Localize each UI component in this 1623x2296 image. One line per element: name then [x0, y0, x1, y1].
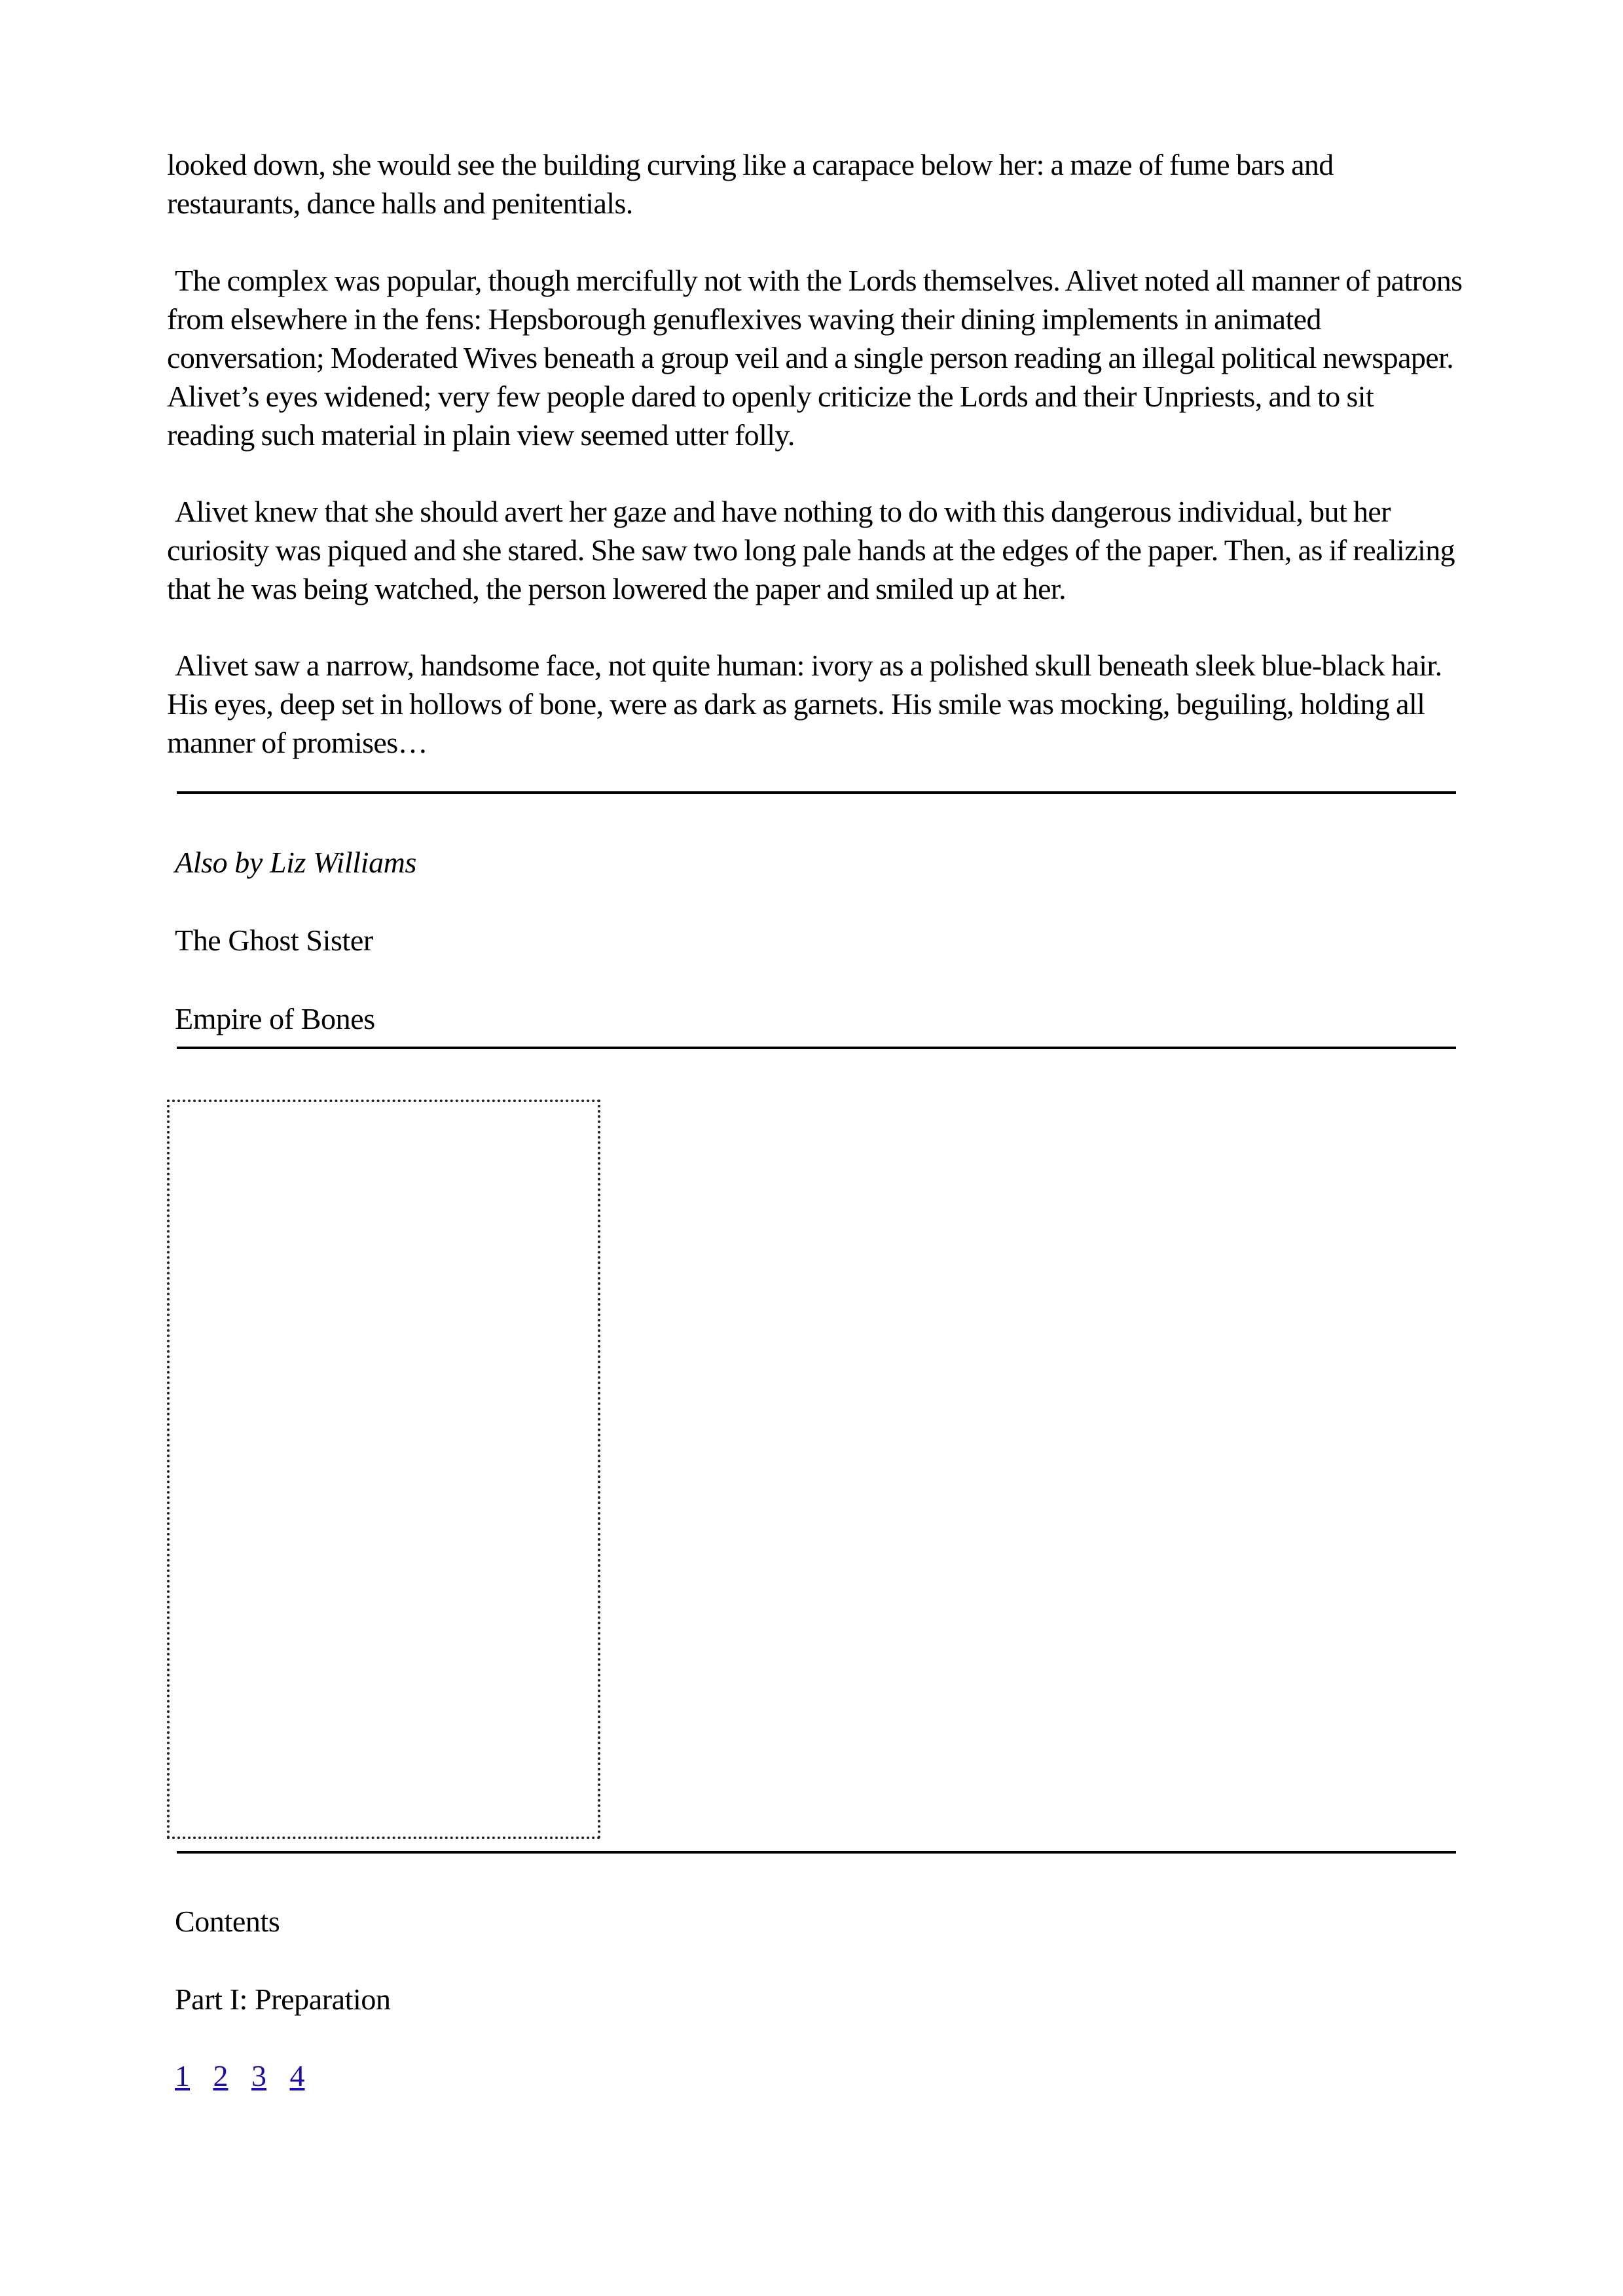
chapter-link-1[interactable]: 1 — [175, 2059, 190, 2092]
also-by-heading: Also by Liz Williams — [175, 846, 416, 879]
excerpt-paragraph-1: looked down, she would see the building curving like a carapace below her: a maze of fume bars and restaurants, dance halls and penitentials. — [167, 148, 1334, 220]
contents-heading: Contents — [175, 1905, 280, 1938]
excerpt-section — [167, 145, 1467, 800]
chapter-link-3[interactable]: 3 — [251, 2059, 266, 2092]
chapter-link-4[interactable]: 4 — [289, 2059, 305, 2092]
part-heading: Part I: Preparation — [175, 1982, 391, 2016]
chapter-links — [167, 2056, 321, 2095]
excerpt-paragraph-4: Alivet saw a narrow, handsome face, not quite human: ivory as a polished skull beneath sleek blue-black hair. His eyes, deep set in hollows of bone, were as dark as garnets. His smile was mocking, beguiling, holding all manner of promises… — [167, 649, 1442, 759]
divider-after-also-by — [177, 1047, 1456, 1049]
excerpt-paragraph-3: Alivet knew that she should avert her gaze and have nothing to do with this dangerous individual, but her curiosity was piqued and she stared. She saw two long pale hands at the edges of the paper. Then, as if realizing that he was being watched, the person lowered the paper and smiled up at her. — [167, 495, 1455, 605]
cover-image-placeholder — [167, 1100, 600, 1839]
divider-after-image — [177, 1851, 1456, 1854]
also-by-title-2: Empire of Bones — [175, 1002, 375, 1035]
also-by-title-1: The Ghost Sister — [175, 924, 373, 957]
chapter-link-2[interactable]: 2 — [213, 2059, 228, 2092]
excerpt-paragraph-2: The complex was popular, though mercifully not with the Lords themselves. Alivet noted all manner of patrons from elsewhere in the fens: Hepsborough genuflexives waving their dining implements in animated conversation; Moderated Wives beneath a group veil and a single person reading an illegal political newspaper. Alivet’s eyes widened; very few people dared to openly criticize the Lords and their Unpriests, and to sit reading such material in plain view seemed utter folly. — [167, 264, 1463, 452]
divider-after-excerpt — [177, 791, 1456, 794]
